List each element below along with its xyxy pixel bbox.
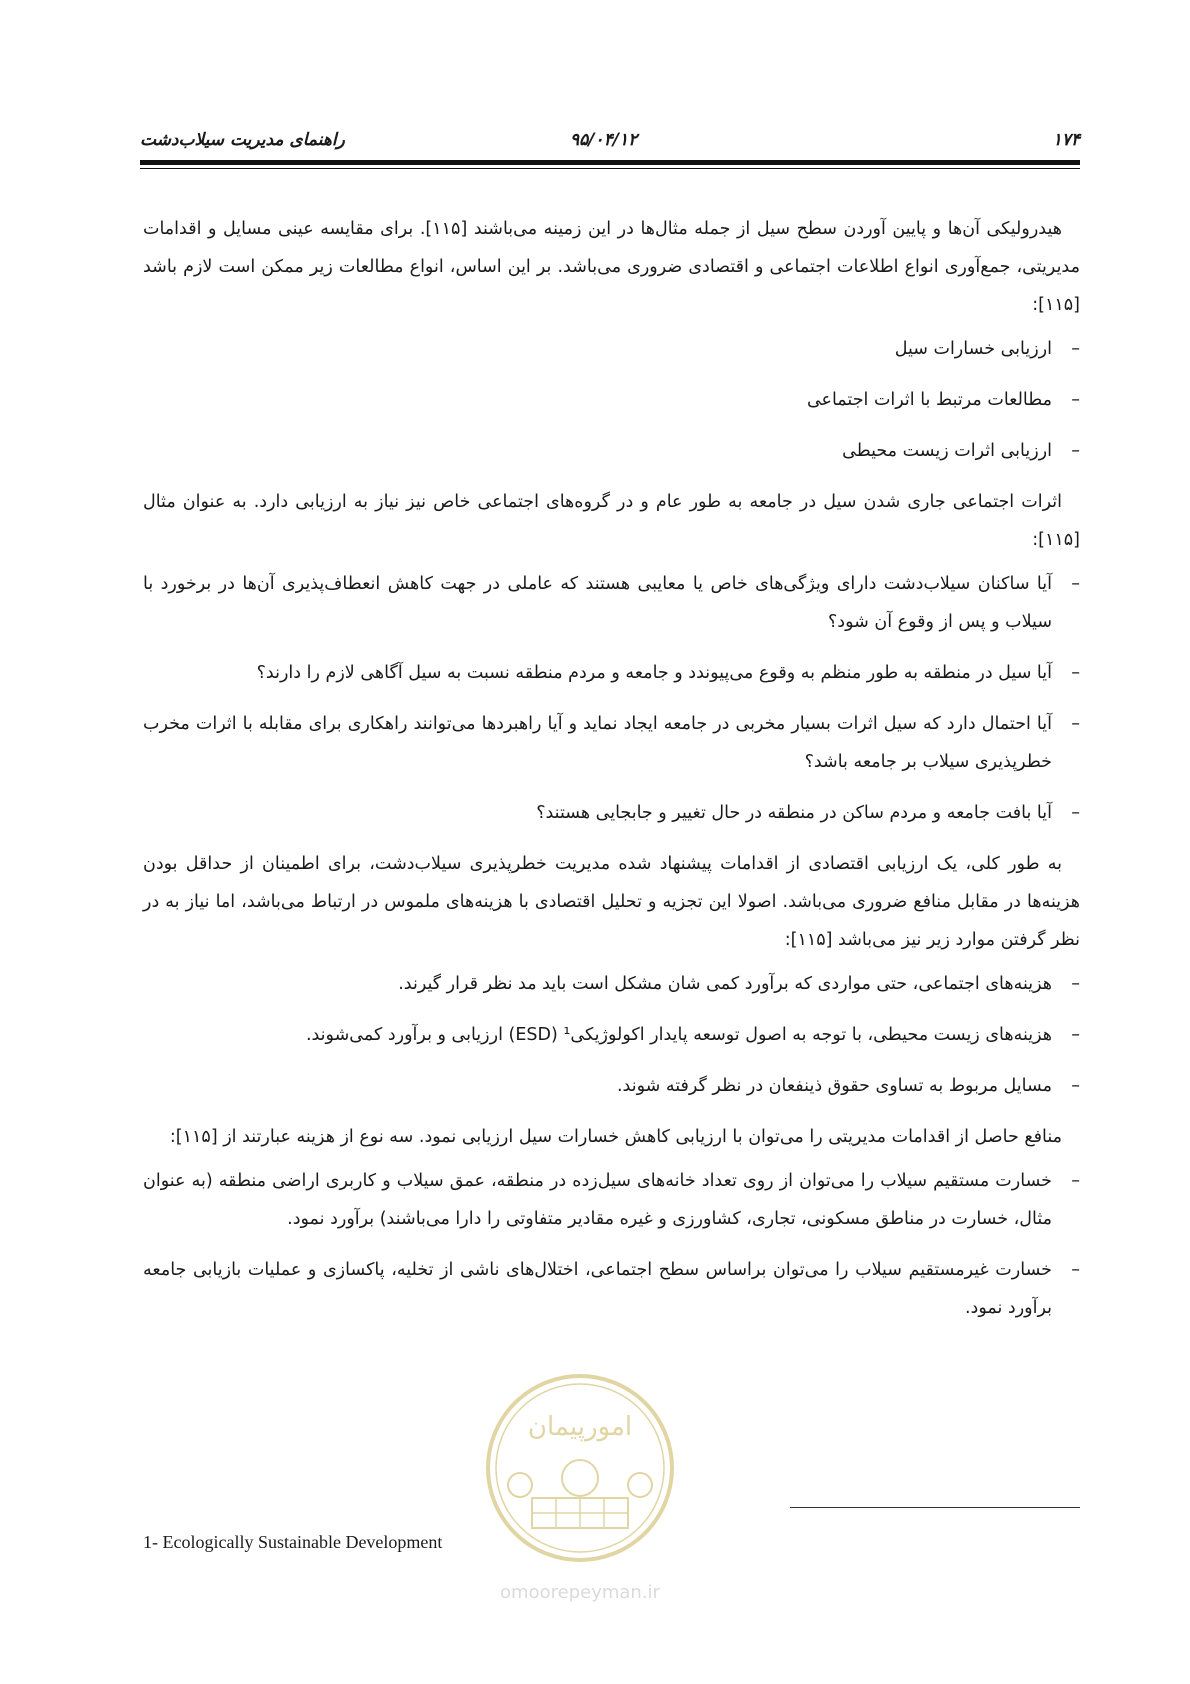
header-title: راهنمای مدیریت سیلاب‌دشت [140,130,345,150]
bullet-list [143,330,1080,470]
list-dash: – [1071,574,1080,594]
list-dash: – [1071,663,1080,683]
document-body [143,210,1080,1340]
footnote-separator [790,1507,1080,1508]
list-dash: – [1071,339,1080,359]
header-rule-thin [140,168,1080,169]
watermark-url: omoorepeyman.ir [500,1582,660,1603]
list-dash: – [1071,803,1080,823]
list-item: – خسارت غیرمستقیم سیلاب را می‌توان براساس سطح اجتماعی، اختلال‌های ناشی از تخلیه، پاکسازی و عملیات بازیابی جامعه برآورد نمود. [143,1251,1052,1327]
list-dash: – [1071,1260,1080,1280]
list-item: – آیا احتمال دارد که سیل اثرات بسیار مخربی در جامعه ایجاد نماید و آیا راهبردها می‌توانند راهکاری برای مقابله با اثرات مخرب خطرپذیری سیلاب بر جامعه باشد؟ [143,705,1052,781]
list-item: – آیا سیل در منطقه به طور منظم به وقوع می‌پیوندد و جامعه و مردم منطقه نسبت به سیل آگاهی لازم را دارند؟ [143,654,1052,692]
list-item: – هزینه‌های زیست محیطی، با توجه به اصول توسعه پایدار اکولوژیکی¹ (ESD) ارزیابی و برآورد کمی‌شوند. [143,1016,1052,1054]
list-item: – مطالعات مرتبط با اثرات اجتماعی [143,381,1052,419]
bullet-list [143,565,1080,832]
list-item: – ارزیابی اثرات زیست محیطی [143,432,1052,470]
bullet-list [143,1162,1080,1327]
footnote: 1- Ecologically Sustainable Development [143,1532,443,1552]
list-item: – آیا ساکنان سیلاب‌دشت دارای ویژگی‌های خاص یا معایبی هستند که عاملی در جهت کاهش انعطاف‌پذیری آن‌ها در برخورد با سیلاب و پس از وقوع آن شود؟ [143,565,1052,641]
watermark-seal [480,1360,680,1610]
list-item: – مسایل مربوط به تساوی حقوق ذینفعان در نظر گرفته شوند. [143,1067,1052,1105]
list-dash: – [1071,974,1080,994]
list-item: – آیا بافت جامعه و مردم ساکن در منطقه در حال تغییر و جابجایی هستند؟ [143,794,1052,832]
header-rule-thick [140,160,1080,165]
list-dash: – [1071,714,1080,734]
list-dash: – [1071,1076,1080,1096]
paragraph: اثرات اجتماعی جاری شدن سیل در جامعه به طور عام و در گروه‌های اجتماعی خاص نیز نیاز به ارزیابی دارد. به عنوان مثال [۱۱۵]: [143,492,1080,550]
seal-icon [480,1360,680,1575]
list-dash: – [1071,390,1080,410]
watermark-text: امورپیمان [527,1412,633,1442]
list-item: – ارزیابی خسارات سیل [143,330,1052,368]
paragraph: هیدرولیکی آن‌ها و پایین آوردن سطح سیل از جمله مثال‌ها در این زمینه می‌باشند [۱۱۵]. برای مقایسه عینی مسایل و اقدامات مدیریتی، جمع‌آوری انواع اطلاعات اجتماعی و اقتصادی ضروری می‌باشد. بر این اساس، انواع مطالعات زیر ممکن است لازم باشد [۱۱۵]: [143,219,1080,315]
header-date: ۹۵/۰۴/۱۲ [570,130,638,150]
header-page-number: ۱۷۴ [1052,130,1080,150]
list-item: – هزینه‌های اجتماعی، حتی مواردی که برآورد کمی شان مشکل است باید مد نظر قرار گیرند. [143,965,1052,1003]
list-dash: – [1071,441,1080,461]
list-item: – خسارت مستقیم سیلاب را می‌توان از روی تعداد خانه‌های سیل‌زده در منطقه، عمق سیلاب و کاربری اراضی منطقه (به عنوان مثال، خسارت در مناطق مسکونی، تجاری، کشاورزی و غیره مقادیر متفاوتی را دارا می‌باشند) برآورد نمود. [143,1162,1052,1238]
bullet-list [143,965,1080,1105]
paragraph: منافع حاصل از اقدامات مدیریتی را می‌توان با ارزیابی کاهش خسارات سیل ارزیابی نمود. سه نوع از هزینه عبارتند از [۱۱۵]: [169,1127,1062,1147]
list-dash: – [1071,1025,1080,1045]
page-header [140,130,1080,152]
paragraph: به طور کلی، یک ارزیابی اقتصادی از اقدامات پیشنهاد شده مدیریت خطرپذیری سیلاب‌دشت، برای اطمینان از حداقل بودن هزینه‌ها در مقابل منافع ضروری می‌باشد. اصولا این تجزیه و تحلیل اقتصادی با هزینه‌های ملموس در ارتباط می‌باشد، اما نیاز به در نظر گرفتن موارد زیر نیز می‌باشد [۱۱۵]: [143,854,1080,950]
list-dash: – [1071,1171,1080,1191]
